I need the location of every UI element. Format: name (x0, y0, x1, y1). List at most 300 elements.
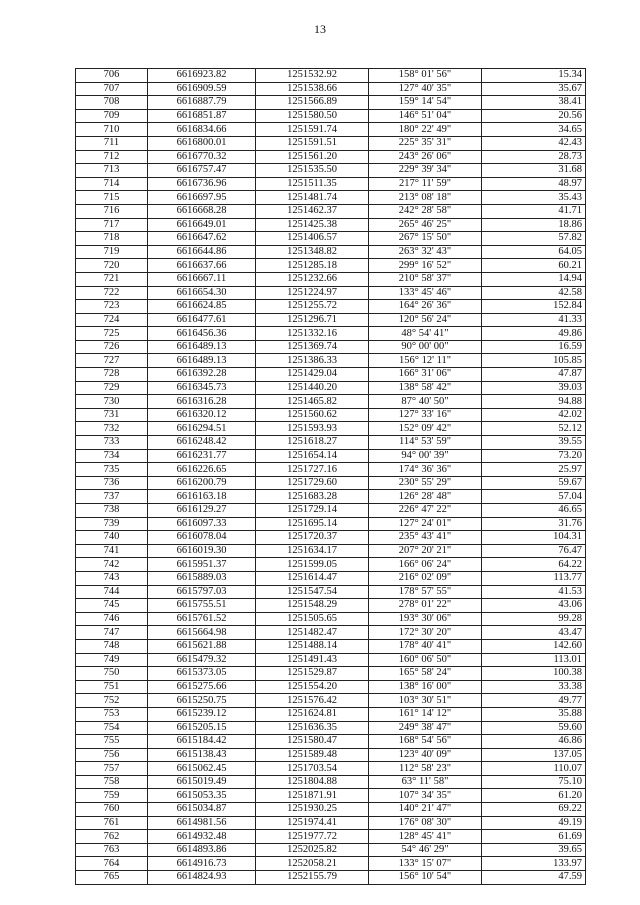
distance-cell: 94.88 (482, 395, 586, 409)
x-coordinate-cell: 6616697.95 (148, 191, 256, 205)
point-number-cell: 713 (76, 164, 148, 178)
table-row (76, 354, 586, 368)
x-coordinate-cell: 6616097.33 (148, 517, 256, 531)
y-coordinate-cell: 1251593.93 (256, 422, 369, 436)
point-number-cell: 711 (76, 136, 148, 150)
bearing-cell: 299° 16' 52" (369, 259, 482, 273)
y-coordinate-cell: 1251930.25 (256, 803, 369, 817)
table-row (76, 639, 586, 653)
bearing-cell: 156° 10' 54" (369, 871, 482, 885)
distance-cell: 49.77 (482, 694, 586, 708)
distance-cell: 49.19 (482, 816, 586, 830)
y-coordinate-cell: 1251348.82 (256, 245, 369, 259)
x-coordinate-cell: 6615275.66 (148, 680, 256, 694)
bearing-cell: 128° 45' 41" (369, 830, 482, 844)
table-row (76, 816, 586, 830)
distance-cell: 104.31 (482, 531, 586, 545)
bearing-cell: 152° 09' 42" (369, 422, 482, 436)
point-number-cell: 741 (76, 544, 148, 558)
distance-cell: 18.86 (482, 218, 586, 232)
point-number-cell: 726 (76, 340, 148, 354)
y-coordinate-cell: 1251591.74 (256, 123, 369, 137)
table-row (76, 571, 586, 585)
y-coordinate-cell: 1251532.92 (256, 69, 369, 83)
y-coordinate-cell: 1251683.28 (256, 490, 369, 504)
y-coordinate-cell: 1251974.41 (256, 816, 369, 830)
bearing-cell: 226° 47' 22" (369, 504, 482, 518)
y-coordinate-cell: 1251232.66 (256, 272, 369, 286)
table-row (76, 612, 586, 626)
distance-cell: 64.05 (482, 245, 586, 259)
distance-cell: 16.59 (482, 340, 586, 354)
x-coordinate-cell: 6616668.28 (148, 204, 256, 218)
table-row (76, 843, 586, 857)
x-coordinate-cell: 6616654.30 (148, 286, 256, 300)
bearing-cell: 94° 00' 39" (369, 449, 482, 463)
x-coordinate-cell: 6614893.86 (148, 843, 256, 857)
point-number-cell: 756 (76, 748, 148, 762)
table-row (76, 232, 586, 246)
distance-cell: 47.59 (482, 871, 586, 885)
bearing-cell: 178° 40' 41" (369, 639, 482, 653)
distance-cell: 46.65 (482, 504, 586, 518)
point-number-cell: 720 (76, 259, 148, 273)
y-coordinate-cell: 1251614.47 (256, 571, 369, 585)
bearing-cell: 127° 33' 16" (369, 408, 482, 422)
y-coordinate-cell: 1251332.16 (256, 327, 369, 341)
distance-cell: 57.04 (482, 490, 586, 504)
bearing-cell: 172° 30' 20" (369, 626, 482, 640)
x-coordinate-cell: 6616078.04 (148, 531, 256, 545)
bearing-cell: 90° 00' 00" (369, 340, 482, 354)
y-coordinate-cell: 1251440.20 (256, 381, 369, 395)
table-row (76, 177, 586, 191)
point-number-cell: 745 (76, 599, 148, 613)
y-coordinate-cell: 1251548.29 (256, 599, 369, 613)
bearing-cell: 140° 21' 47" (369, 803, 482, 817)
x-coordinate-cell: 6615797.03 (148, 585, 256, 599)
point-number-cell: 749 (76, 653, 148, 667)
table-row (76, 490, 586, 504)
y-coordinate-cell: 1251599.05 (256, 558, 369, 572)
bearing-cell: 160° 06' 50" (369, 653, 482, 667)
table-row (76, 735, 586, 749)
point-number-cell: 761 (76, 816, 148, 830)
distance-cell: 59.67 (482, 476, 586, 490)
point-number-cell: 733 (76, 436, 148, 450)
point-number-cell: 712 (76, 150, 148, 164)
distance-cell: 57.82 (482, 232, 586, 246)
distance-cell: 64.22 (482, 558, 586, 572)
point-number-cell: 740 (76, 531, 148, 545)
coordinates-table-body (76, 69, 586, 885)
distance-cell: 35.88 (482, 707, 586, 721)
table-row (76, 300, 586, 314)
x-coordinate-cell: 6615755.51 (148, 599, 256, 613)
x-coordinate-cell: 6616294.51 (148, 422, 256, 436)
bearing-cell: 107° 34' 35" (369, 789, 482, 803)
point-number-cell: 752 (76, 694, 148, 708)
table-row (76, 748, 586, 762)
bearing-cell: 166° 06' 24" (369, 558, 482, 572)
table-row (76, 327, 586, 341)
point-number-cell: 746 (76, 612, 148, 626)
bearing-cell: 267° 15' 50" (369, 232, 482, 246)
y-coordinate-cell: 1251580.50 (256, 109, 369, 123)
distance-cell: 39.65 (482, 843, 586, 857)
table-row (76, 245, 586, 259)
table-row (76, 204, 586, 218)
point-number-cell: 765 (76, 871, 148, 885)
y-coordinate-cell: 1251589.48 (256, 748, 369, 762)
x-coordinate-cell: 6616851.87 (148, 109, 256, 123)
table-row (76, 272, 586, 286)
y-coordinate-cell: 1251566.89 (256, 96, 369, 110)
page-number: 13 (314, 22, 326, 36)
x-coordinate-cell: 6616489.13 (148, 354, 256, 368)
point-number-cell: 763 (76, 843, 148, 857)
bearing-cell: 229° 39' 34" (369, 164, 482, 178)
distance-cell: 60.21 (482, 259, 586, 273)
x-coordinate-cell: 6615664.98 (148, 626, 256, 640)
table-row (76, 340, 586, 354)
table-row (76, 544, 586, 558)
y-coordinate-cell: 1251481.74 (256, 191, 369, 205)
point-number-cell: 731 (76, 408, 148, 422)
y-coordinate-cell: 1251505.65 (256, 612, 369, 626)
bearing-cell: 127° 24' 01" (369, 517, 482, 531)
y-coordinate-cell: 1251465.82 (256, 395, 369, 409)
point-number-cell: 715 (76, 191, 148, 205)
point-number-cell: 751 (76, 680, 148, 694)
point-number-cell: 750 (76, 667, 148, 681)
x-coordinate-cell: 6616649.01 (148, 218, 256, 232)
point-number-cell: 748 (76, 639, 148, 653)
x-coordinate-cell: 6616770.32 (148, 150, 256, 164)
point-number-cell: 729 (76, 381, 148, 395)
x-coordinate-cell: 6615889.03 (148, 571, 256, 585)
distance-cell: 75.10 (482, 775, 586, 789)
point-number-cell: 753 (76, 707, 148, 721)
bearing-cell: 265° 46' 25" (369, 218, 482, 232)
distance-cell: 113.77 (482, 571, 586, 585)
table-row (76, 449, 586, 463)
table-row (76, 436, 586, 450)
y-coordinate-cell: 1251406.57 (256, 232, 369, 246)
x-coordinate-cell: 6616231.77 (148, 449, 256, 463)
table-row (76, 109, 586, 123)
x-coordinate-cell: 6615479.32 (148, 653, 256, 667)
y-coordinate-cell: 1251727.16 (256, 463, 369, 477)
bearing-cell: 87° 40' 50" (369, 395, 482, 409)
bearing-cell: 225° 35' 31" (369, 136, 482, 150)
distance-cell: 39.03 (482, 381, 586, 395)
x-coordinate-cell: 6615761.52 (148, 612, 256, 626)
bearing-cell: 156° 12' 11" (369, 354, 482, 368)
bearing-cell: 235° 43' 41" (369, 531, 482, 545)
x-coordinate-cell: 6616800.01 (148, 136, 256, 150)
point-number-cell: 725 (76, 327, 148, 341)
bearing-cell: 210° 58' 37" (369, 272, 482, 286)
x-coordinate-cell: 6614916.73 (148, 857, 256, 871)
point-number-cell: 743 (76, 571, 148, 585)
bearing-cell: 126° 28' 48" (369, 490, 482, 504)
y-coordinate-cell: 1251729.14 (256, 504, 369, 518)
table-row (76, 707, 586, 721)
distance-cell: 105.85 (482, 354, 586, 368)
x-coordinate-cell: 6614824.93 (148, 871, 256, 885)
bearing-cell: 193° 30' 06" (369, 612, 482, 626)
distance-cell: 49.86 (482, 327, 586, 341)
table-row (76, 136, 586, 150)
distance-cell: 59.60 (482, 721, 586, 735)
x-coordinate-cell: 6616489.13 (148, 340, 256, 354)
table-row (76, 803, 586, 817)
distance-cell: 137.05 (482, 748, 586, 762)
table-row (76, 69, 586, 83)
table-row (76, 164, 586, 178)
y-coordinate-cell: 1251369.74 (256, 340, 369, 354)
table-row (76, 626, 586, 640)
x-coordinate-cell: 6616624.85 (148, 300, 256, 314)
point-number-cell: 724 (76, 313, 148, 327)
point-number-cell: 738 (76, 504, 148, 518)
point-number-cell: 718 (76, 232, 148, 246)
y-coordinate-cell: 1251618.27 (256, 436, 369, 450)
distance-cell: 31.68 (482, 164, 586, 178)
table-row (76, 368, 586, 382)
distance-cell: 142.60 (482, 639, 586, 653)
y-coordinate-cell: 1251720.37 (256, 531, 369, 545)
table-row (76, 558, 586, 572)
bearing-cell: 123° 40' 09" (369, 748, 482, 762)
y-coordinate-cell: 1251535.50 (256, 164, 369, 178)
table-row (76, 830, 586, 844)
y-coordinate-cell: 1251538.66 (256, 82, 369, 96)
y-coordinate-cell: 1251429.04 (256, 368, 369, 382)
distance-cell: 28.73 (482, 150, 586, 164)
distance-cell: 14.94 (482, 272, 586, 286)
bearing-cell: 216° 02' 09" (369, 571, 482, 585)
bearing-cell: 133° 15' 07" (369, 857, 482, 871)
y-coordinate-cell: 1251462.37 (256, 204, 369, 218)
x-coordinate-cell: 6616248.42 (148, 436, 256, 450)
y-coordinate-cell: 1251386.33 (256, 354, 369, 368)
y-coordinate-cell: 1252155.79 (256, 871, 369, 885)
distance-cell: 20.56 (482, 109, 586, 123)
x-coordinate-cell: 6615184.42 (148, 735, 256, 749)
table-row (76, 762, 586, 776)
bearing-cell: 120° 56' 24" (369, 313, 482, 327)
distance-cell: 42.02 (482, 408, 586, 422)
x-coordinate-cell: 6616909.59 (148, 82, 256, 96)
point-number-cell: 747 (76, 626, 148, 640)
x-coordinate-cell: 6616736.96 (148, 177, 256, 191)
table-row (76, 857, 586, 871)
distance-cell: 43.06 (482, 599, 586, 613)
x-coordinate-cell: 6616200.79 (148, 476, 256, 490)
table-row (76, 96, 586, 110)
distance-cell: 42.58 (482, 286, 586, 300)
x-coordinate-cell: 6616345.73 (148, 381, 256, 395)
bearing-cell: 63° 11' 58" (369, 775, 482, 789)
y-coordinate-cell: 1251654.14 (256, 449, 369, 463)
y-coordinate-cell: 1251529.87 (256, 667, 369, 681)
distance-cell: 35.67 (482, 82, 586, 96)
point-number-cell: 723 (76, 300, 148, 314)
y-coordinate-cell: 1251425.38 (256, 218, 369, 232)
point-number-cell: 739 (76, 517, 148, 531)
table-row (76, 123, 586, 137)
y-coordinate-cell: 1251255.72 (256, 300, 369, 314)
bearing-cell: 263° 32' 43" (369, 245, 482, 259)
point-number-cell: 758 (76, 775, 148, 789)
table-row (76, 395, 586, 409)
x-coordinate-cell: 6615205.15 (148, 721, 256, 735)
bearing-cell: 230° 55' 29" (369, 476, 482, 490)
distance-cell: 39.55 (482, 436, 586, 450)
table-row (76, 463, 586, 477)
distance-cell: 73.20 (482, 449, 586, 463)
x-coordinate-cell: 6616637.66 (148, 259, 256, 273)
x-coordinate-cell: 6616226.65 (148, 463, 256, 477)
distance-cell: 42.43 (482, 136, 586, 150)
x-coordinate-cell: 6616129.27 (148, 504, 256, 518)
x-coordinate-cell: 6615034.87 (148, 803, 256, 817)
table-row (76, 422, 586, 436)
bearing-cell: 138° 16' 00" (369, 680, 482, 694)
y-coordinate-cell: 1251703.54 (256, 762, 369, 776)
distance-cell: 41.33 (482, 313, 586, 327)
point-number-cell: 721 (76, 272, 148, 286)
distance-cell: 61.20 (482, 789, 586, 803)
distance-cell: 76.47 (482, 544, 586, 558)
distance-cell: 41.71 (482, 204, 586, 218)
y-coordinate-cell: 1251871.91 (256, 789, 369, 803)
table-row (76, 653, 586, 667)
bearing-cell: 114° 53' 59" (369, 436, 482, 450)
x-coordinate-cell: 6616667.11 (148, 272, 256, 286)
point-number-cell: 727 (76, 354, 148, 368)
x-coordinate-cell: 6616456.36 (148, 327, 256, 341)
bearing-cell: 158° 01' 56" (369, 69, 482, 83)
y-coordinate-cell: 1251591.51 (256, 136, 369, 150)
x-coordinate-cell: 6616320.12 (148, 408, 256, 422)
x-coordinate-cell: 6615239.12 (148, 707, 256, 721)
x-coordinate-cell: 6616887.79 (148, 96, 256, 110)
x-coordinate-cell: 6616316.28 (148, 395, 256, 409)
point-number-cell: 707 (76, 82, 148, 96)
table-row (76, 789, 586, 803)
x-coordinate-cell: 6616647.62 (148, 232, 256, 246)
y-coordinate-cell: 1251491.43 (256, 653, 369, 667)
point-number-cell: 728 (76, 368, 148, 382)
bearing-cell: 54° 46' 29" (369, 843, 482, 857)
y-coordinate-cell: 1251561.20 (256, 150, 369, 164)
bearing-cell: 178° 57' 55" (369, 585, 482, 599)
point-number-cell: 736 (76, 476, 148, 490)
x-coordinate-cell: 6615062.45 (148, 762, 256, 776)
distance-cell: 15.34 (482, 69, 586, 83)
y-coordinate-cell: 1251580.47 (256, 735, 369, 749)
table-row (76, 667, 586, 681)
table-row (76, 531, 586, 545)
point-number-cell: 744 (76, 585, 148, 599)
x-coordinate-cell: 6615138.43 (148, 748, 256, 762)
y-coordinate-cell: 1251624.81 (256, 707, 369, 721)
distance-cell: 61.69 (482, 830, 586, 844)
point-number-cell: 760 (76, 803, 148, 817)
bearing-cell: 127° 40' 35" (369, 82, 482, 96)
bearing-cell: 217° 11' 59" (369, 177, 482, 191)
bearing-cell: 174° 36' 36" (369, 463, 482, 477)
distance-cell: 34.65 (482, 123, 586, 137)
y-coordinate-cell: 1252025.82 (256, 843, 369, 857)
bearing-cell: 133° 45' 46" (369, 286, 482, 300)
table-row (76, 504, 586, 518)
distance-cell: 41.53 (482, 585, 586, 599)
point-number-cell: 709 (76, 109, 148, 123)
y-coordinate-cell: 1251224.97 (256, 286, 369, 300)
table-row (76, 286, 586, 300)
table-row (76, 381, 586, 395)
y-coordinate-cell: 1251554.20 (256, 680, 369, 694)
table-row (76, 871, 586, 885)
bearing-cell: 278° 01' 22" (369, 599, 482, 613)
distance-cell: 113.01 (482, 653, 586, 667)
point-number-cell: 708 (76, 96, 148, 110)
point-number-cell: 759 (76, 789, 148, 803)
bearing-cell: 180° 22' 49" (369, 123, 482, 137)
distance-cell: 46.86 (482, 735, 586, 749)
bearing-cell: 207° 20' 21" (369, 544, 482, 558)
x-coordinate-cell: 6616163.18 (148, 490, 256, 504)
x-coordinate-cell: 6614932.48 (148, 830, 256, 844)
distance-cell: 133.97 (482, 857, 586, 871)
table-row (76, 517, 586, 531)
table-row (76, 313, 586, 327)
y-coordinate-cell: 1251576.42 (256, 694, 369, 708)
bearing-cell: 242° 28' 58" (369, 204, 482, 218)
table-row (76, 408, 586, 422)
bearing-cell: 138° 58' 42" (369, 381, 482, 395)
x-coordinate-cell: 6616757.47 (148, 164, 256, 178)
x-coordinate-cell: 6616477.61 (148, 313, 256, 327)
table-row (76, 191, 586, 205)
y-coordinate-cell: 1251296.71 (256, 313, 369, 327)
point-number-cell: 716 (76, 204, 148, 218)
distance-cell: 31.76 (482, 517, 586, 531)
point-number-cell: 755 (76, 735, 148, 749)
y-coordinate-cell: 1251977.72 (256, 830, 369, 844)
x-coordinate-cell: 6616923.82 (148, 69, 256, 83)
point-number-cell: 757 (76, 762, 148, 776)
x-coordinate-cell: 6616019.30 (148, 544, 256, 558)
bearing-cell: 249° 38' 47" (369, 721, 482, 735)
y-coordinate-cell: 1251634.17 (256, 544, 369, 558)
y-coordinate-cell: 1251285.18 (256, 259, 369, 273)
distance-cell: 110.07 (482, 762, 586, 776)
bearing-cell: 159° 14' 54" (369, 96, 482, 110)
point-number-cell: 717 (76, 218, 148, 232)
distance-cell: 47.87 (482, 368, 586, 382)
distance-cell: 152.84 (482, 300, 586, 314)
table-row (76, 259, 586, 273)
x-coordinate-cell: 6615373.05 (148, 667, 256, 681)
distance-cell: 43.47 (482, 626, 586, 640)
point-number-cell: 722 (76, 286, 148, 300)
x-coordinate-cell: 6616392.28 (148, 368, 256, 382)
